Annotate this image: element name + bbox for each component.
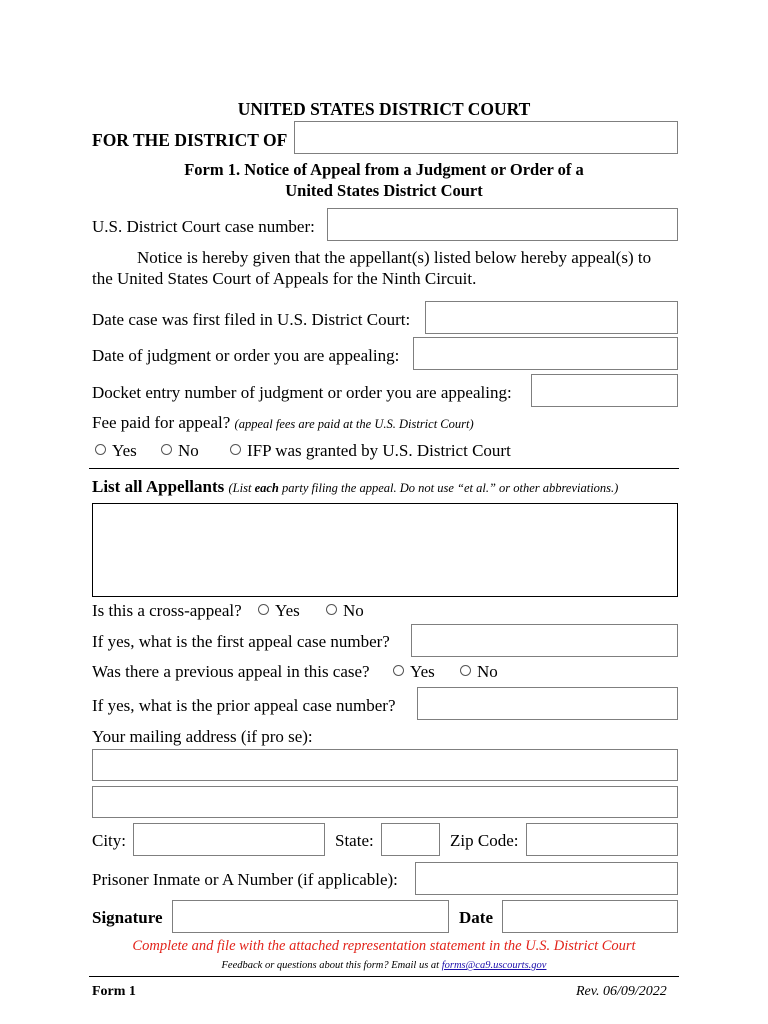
date-filed-field[interactable] <box>425 301 678 334</box>
fee-label-row <box>92 413 474 434</box>
previous-appeal-yes[interactable] <box>393 662 435 682</box>
radio-icon[interactable] <box>393 665 404 676</box>
previous-appeal-question: Was there a previous appeal in this case? <box>92 662 370 681</box>
notice-line1: Notice is hereby given that the appellant(s) listed below hereby appeal(s) to <box>137 248 652 267</box>
city-field[interactable] <box>133 823 325 856</box>
appellants-field[interactable] <box>92 503 678 597</box>
radio-icon[interactable] <box>95 444 106 455</box>
district-input[interactable] <box>295 122 677 153</box>
cross-appeal-no-label: No <box>343 601 364 620</box>
appellants-textarea[interactable] <box>93 504 677 596</box>
feedback-email-link[interactable]: forms@ca9.uscourts.gov <box>441 960 547 971</box>
signature-label: Signature <box>92 908 163 927</box>
feedback-text: Feedback or questions about this form? Email us at <box>221 960 442 971</box>
form-id: Form 1 <box>92 984 136 999</box>
state-input[interactable] <box>382 824 439 855</box>
zip-field[interactable] <box>526 823 678 856</box>
prisoner-number-label: Prisoner Inmate or A Number (if applicable): <box>92 870 398 889</box>
section-divider <box>89 468 679 469</box>
appellants-heading-row <box>92 477 618 498</box>
appellants-heading: List all Appellants <box>92 477 225 496</box>
fee-option-no[interactable] <box>161 441 199 461</box>
court-title: UNITED STATES DISTRICT COURT <box>237 99 531 119</box>
radio-icon[interactable] <box>460 665 471 676</box>
radio-icon[interactable] <box>230 444 241 455</box>
date-label: Date <box>459 908 493 927</box>
date-judgment-input[interactable] <box>414 338 677 369</box>
fee-label: Fee paid for appeal? <box>92 413 231 432</box>
previous-appeal-yes-label: Yes <box>410 662 435 681</box>
date-filed-input[interactable] <box>426 302 677 333</box>
city-input[interactable] <box>134 824 324 855</box>
state-field[interactable] <box>381 823 440 856</box>
date-judgment-label: Date of judgment or order you are appealing: <box>92 346 400 365</box>
fee-option-yes[interactable] <box>95 441 137 461</box>
zip-label: Zip Code: <box>450 831 519 850</box>
cross-appeal-yes-label: Yes <box>275 601 300 620</box>
fee-note: (appeal fees are paid at the U.S. District Court) <box>234 417 474 431</box>
date-filed-label: Date case was first filed in U.S. District Court: <box>92 310 411 329</box>
form-title-line2: United States District Court <box>285 181 483 200</box>
docket-label: Docket entry number of judgment or order you are appealing: <box>92 383 512 402</box>
cross-appeal-yes[interactable] <box>258 601 300 621</box>
form-title-line1: Form 1. Notice of Appeal from a Judgment or Order of a <box>184 160 584 179</box>
cross-appeal-no[interactable] <box>326 601 364 621</box>
date-field[interactable] <box>502 900 678 933</box>
filing-instruction: Complete and file with the attached representation statement in the U.S. District Court <box>132 938 636 954</box>
signature-input[interactable] <box>173 901 448 932</box>
case-number-label: U.S. District Court case number: <box>92 217 315 236</box>
docket-field[interactable] <box>531 374 678 407</box>
city-label: City: <box>92 831 127 850</box>
prior-appeal-field[interactable] <box>417 687 678 720</box>
signature-field[interactable] <box>172 900 449 933</box>
mailing-address-label: Your mailing address (if pro se): <box>92 727 313 746</box>
fee-option-ifp[interactable] <box>230 441 511 461</box>
fee-option-yes-label: Yes <box>112 441 137 460</box>
prisoner-number-input[interactable] <box>416 863 677 894</box>
district-field[interactable] <box>294 121 678 154</box>
date-judgment-field[interactable] <box>413 337 678 370</box>
fee-option-no-label: No <box>178 441 199 460</box>
radio-icon[interactable] <box>161 444 172 455</box>
fee-option-ifp-label: IFP was granted by U.S. District Court <box>247 441 511 460</box>
state-label: State: <box>335 831 374 850</box>
first-appeal-field[interactable] <box>411 624 678 657</box>
cross-appeal-question: Is this a cross-appeal? <box>92 601 242 620</box>
notice-line2: the United States Court of Appeals for the Ninth Circuit. <box>92 269 477 288</box>
footer-divider <box>89 976 679 977</box>
district-label: FOR THE DISTRICT OF <box>92 130 288 150</box>
radio-icon[interactable] <box>258 604 269 615</box>
revision-date: Rev. 06/09/2022 <box>576 984 667 999</box>
docket-input[interactable] <box>532 375 677 406</box>
prior-appeal-label: If yes, what is the prior appeal case number? <box>92 696 396 715</box>
first-appeal-input[interactable] <box>412 625 677 656</box>
address-line1-input[interactable] <box>93 750 677 780</box>
radio-icon[interactable] <box>326 604 337 615</box>
first-appeal-label: If yes, what is the first appeal case number? <box>92 632 390 651</box>
case-number-input[interactable] <box>328 209 677 240</box>
address-line1-field[interactable] <box>92 749 678 781</box>
appellants-note: (List each party filing the appeal. Do not use “et al.” or other abbreviations.) <box>228 481 619 495</box>
prior-appeal-input[interactable] <box>418 688 677 719</box>
zip-input[interactable] <box>527 824 677 855</box>
address-line2-field[interactable] <box>92 786 678 818</box>
prisoner-number-field[interactable] <box>415 862 678 895</box>
date-input[interactable] <box>503 901 677 932</box>
case-number-field[interactable] <box>327 208 678 241</box>
previous-appeal-no[interactable] <box>460 662 498 682</box>
address-line2-input[interactable] <box>93 787 677 817</box>
previous-appeal-no-label: No <box>477 662 498 681</box>
feedback-line <box>0 960 768 971</box>
